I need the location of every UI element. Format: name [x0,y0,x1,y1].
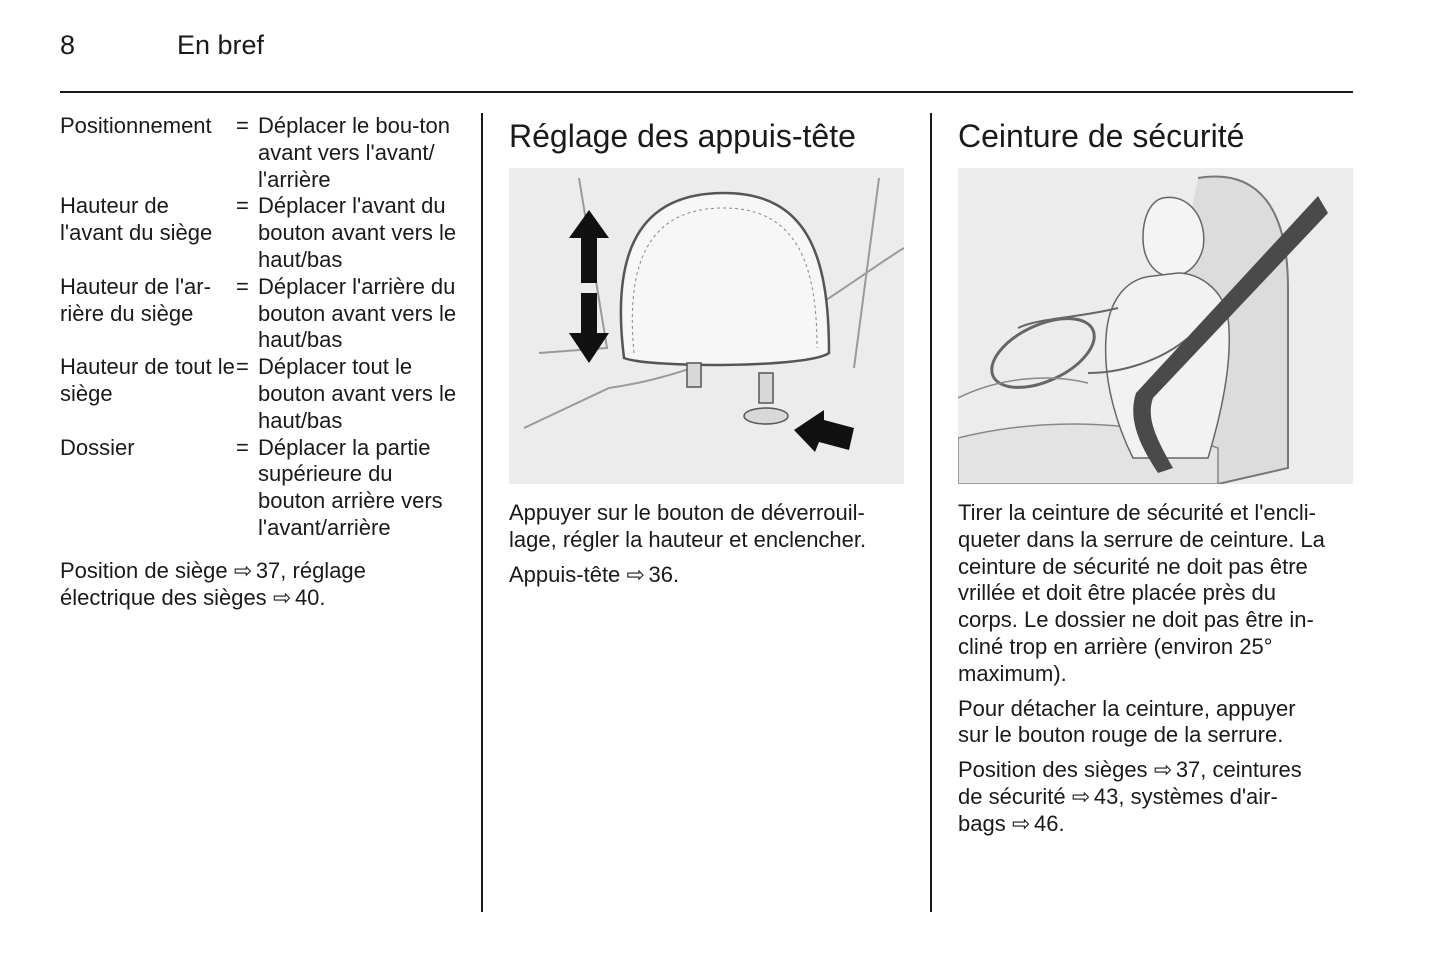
text-line: ceinture de sécurité ne doit pas être [958,553,1308,579]
control-name: Positionnement [60,113,212,138]
control-row [60,113,465,193]
control-equals: = [236,434,249,460]
reference-arrow-icon: ⇨ [1153,757,1173,783]
ref-text: Position de siège [60,557,228,583]
text-line: corps. Le dossier ne doit pas être in- [958,607,1314,633]
control-description: Déplacer l'arrière du bouton avant vers le haut/bas [258,273,457,353]
seat-cross-reference [60,558,465,612]
ref-text: bags [958,810,1006,836]
seat-controls-list [60,113,465,542]
ref-link[interactable]: 40. [294,584,326,610]
text-line: Appuyer sur le bouton de déverrouil- [509,500,865,525]
seat-controls-column [60,113,465,611]
ref-link[interactable]: 46. [1033,810,1065,836]
control-name: Hauteur de tout le siège [60,354,235,406]
control-row [60,354,465,434]
control-name: Hauteur de l'avant du siège [60,193,213,246]
text-line: cliné trop en arrière (environ 25° [958,633,1273,659]
control-equals: = [236,273,249,299]
text-line: Tirer la ceinture de sécurité et l'encli- [958,500,1316,525]
seatbelt-heading: Ceinture de sécurité [958,118,1245,154]
page-number: 8 [60,30,76,60]
column-divider-right [930,113,932,912]
reference-arrow-icon: ⇨ [626,561,645,587]
headrest-illustration [509,168,904,484]
ref-link[interactable]: 36. [648,561,680,587]
reference-arrow-icon: ⇨ [1011,810,1031,836]
seatbelt-release-instructions [958,696,1358,750]
control-row [60,435,465,542]
reference-arrow-icon: ⇨ [1071,783,1091,809]
ref-text: de sécurité [958,783,1066,809]
text-line: Pour détacher la ceinture, appuyer [958,695,1296,721]
text-line: queter dans la serrure de ceinture. La [958,526,1325,552]
control-equals: = [236,113,249,138]
seatbelt-column [958,113,1358,838]
control-row [60,193,465,273]
reference-arrow-icon: ⇨ [233,557,253,583]
ref-text: Appuis-tête [509,561,621,587]
headrest-column [509,113,909,588]
control-description: Déplacer tout le bouton avant vers le haut/bas [258,354,457,433]
control-name: Dossier [60,434,135,460]
header-rule [60,91,1353,93]
ref-link[interactable]: 37, réglage [255,557,366,583]
reference-arrow-icon: ⇨ [272,584,292,610]
seatbelt-illustration [958,168,1353,484]
ref-link[interactable]: 37, ceintures [1175,757,1302,783]
headrest-cross-reference [509,562,909,589]
column-divider-left [481,113,483,912]
headrest-instructions [509,500,909,554]
control-row [60,274,465,354]
control-description: Déplacer le bou-ton avant vers l'avant/ l'arrière [258,113,451,192]
control-name: Hauteur de l'ar-rière du siège [60,273,211,326]
seatbelt-instructions [958,500,1358,688]
headrest-heading: Réglage des appuis-tête [509,118,856,154]
control-description: Déplacer l'avant du bouton avant vers le haut/bas [258,193,457,272]
ref-link[interactable]: 43, systèmes d'air- [1093,783,1278,809]
text-line: lage, régler la hauteur et enclencher. [509,526,867,552]
text-line: vrillée et doit être placée près du [958,580,1276,606]
page-header-title: En bref [177,30,265,60]
control-description: Déplacer la partie supérieure du bouton arrière vers l'avant/arrière [258,434,443,540]
text-line: sur le bouton rouge de la serrure. [958,722,1284,748]
ref-text: électrique des sièges [60,584,267,610]
text-line: maximum). [958,660,1067,686]
control-equals: = [236,193,249,219]
seatbelt-cross-reference [958,757,1358,837]
control-equals: = [236,354,249,380]
ref-text: Position des sièges [958,757,1148,783]
